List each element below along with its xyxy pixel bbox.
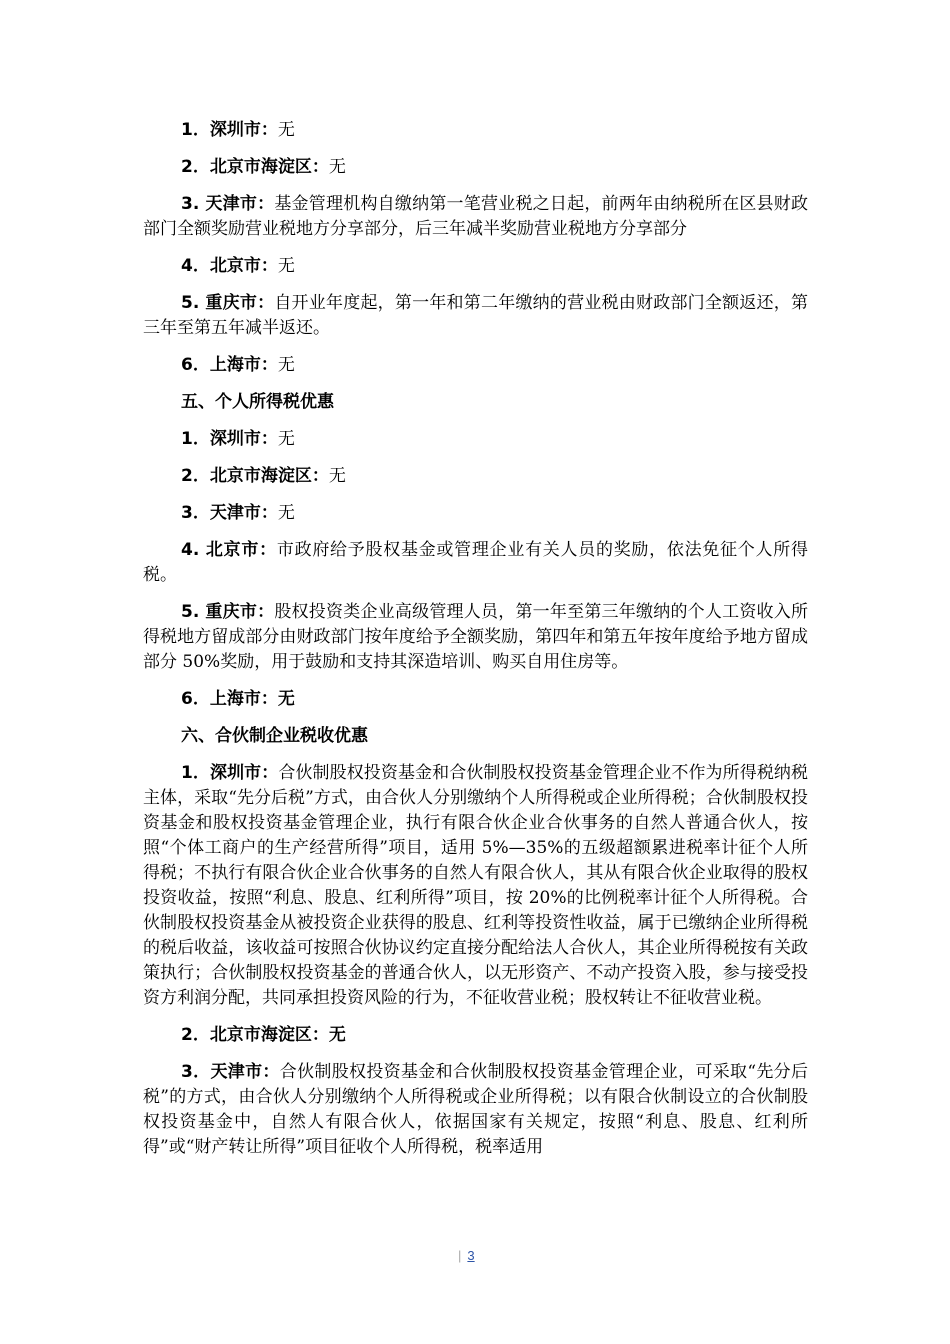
sec4-item-1 [143,118,808,143]
item-label: 3．天津市： [181,503,278,523]
item-label: 2．北京市海淀区： [181,157,329,177]
item-label: 5. 重庆市： [181,602,275,622]
sec6-item-2 [143,1023,808,1048]
item-text: 无 [277,689,295,709]
item-label: 3. 天津市： [181,194,275,214]
item-label: 2．北京市海淀区： [181,466,329,486]
item-text: 无 [328,157,346,177]
item-text: 无 [277,256,295,276]
sec5-item-5 [143,600,808,675]
item-label: 3．天津市： [181,1062,280,1082]
item-text: 无 [277,429,295,449]
item-text: 基金管理机构自缴纳第一笔营业税之日起，前两年由纳税所在区县财政部门全额奖励营业税地方分享部分，后三年减半奖励营业税地方分享部分 [143,194,808,239]
item-text: 无 [328,466,346,486]
item-label: 6．上海市： [181,355,278,375]
sec4-item-2 [143,155,808,180]
sec4-item-5 [143,291,808,341]
item-label: 6．上海市： [181,689,278,709]
item-label: 4．北京市： [181,256,278,276]
item-text: 无 [277,503,295,523]
sec4-item-3 [143,192,808,242]
page-footer [458,1248,475,1263]
sec5-item-3 [143,501,808,526]
item-text: 无 [277,355,295,375]
item-label: 1．深圳市： [181,429,278,449]
sec4-item-6 [143,353,808,378]
page-number: 3 [467,1248,475,1263]
item-text: 合伙制股权投资基金和合伙制股权投资基金管理企业不作为所得税纳税主体，采取“先分后税”方式，由合伙人分别缴纳个人所得税或企业所得税；合伙制股权投资基金和股权投资基金管理企业，执行有限合伙企业合伙事务的自然人普通合伙人，按照“个体工商户的生产经营所得”项目，适用 5%—35%的五级超额累进税率计征个人所得税；不执行有限合伙企业合伙事务的自然人有限合伙人，其从有限合伙企业取得的股权投资收益，按照“利息、股息、红利所得”项目，按 20%的比例税率计征个人所得税。合伙制股权投资基金从被投资企业获得的股息、红利等投资性收益，属于已缴纳企业所得税的税后收益，该收益可按照合伙协议约定直接分配给法人合伙人，其企业所得税按有关政策执行；合伙制股权投资基金的普通合伙人，以无形资产、不动产投资入股，参与接受投资方利润分配，共同承担投资风险的行为，不征收营业税；股权转让不征收营业税。 [143,763,808,1008]
sec5-item-2 [143,464,808,489]
item-label: 1．深圳市： [181,763,279,783]
sec5-item-1 [143,427,808,452]
item-text: 自开业年度起，第一年和第二年缴纳的营业税由财政部门全额返还，第三年至第五年减半返还。 [143,293,808,338]
item-text: 股权投资类企业高级管理人员，第一年至第三年缴纳的个人工资收入所得税地方留成部分由财政部门按年度给予全额奖励，第四年和第五年按年度给予地方留成部分 50%奖励，用于鼓励和支持其深造培训、购买自用住房等。 [143,602,808,672]
sec5-item-4 [143,538,808,588]
item-text: 无 [328,1025,346,1045]
footer-divider: | [458,1248,462,1263]
item-text: 市政府给予股权基金或管理企业有关人员的奖励，依法免征个人所得税。 [143,540,808,585]
item-label: 4. 北京市： [181,540,277,560]
item-label: 2．北京市海淀区： [181,1025,329,1045]
item-label: 5. 重庆市： [181,293,275,313]
sec5-heading: 五、个人所得税优惠 [181,392,334,412]
sec5-item-6 [143,687,808,712]
page-body [143,118,808,1172]
sec6-heading: 六、合伙制企业税收优惠 [181,726,368,746]
item-label: 1．深圳市： [181,120,278,140]
sec6-item-3 [143,1060,808,1160]
sec6-item-1 [143,761,808,1011]
sec4-item-4 [143,254,808,279]
item-text: 合伙制股权投资基金和合伙制股权投资基金管理企业，可采取“先分后税”的方式，由合伙人分别缴纳个人所得税或企业所得税；以有限合伙制设立的合伙制股权投资基金中，自然人有限合伙人，依据国家有关规定，按照“利息、股息、红利所得”或“财产转让所得”项目征收个人所得税，税率适用 [143,1062,808,1157]
item-text: 无 [277,120,295,140]
